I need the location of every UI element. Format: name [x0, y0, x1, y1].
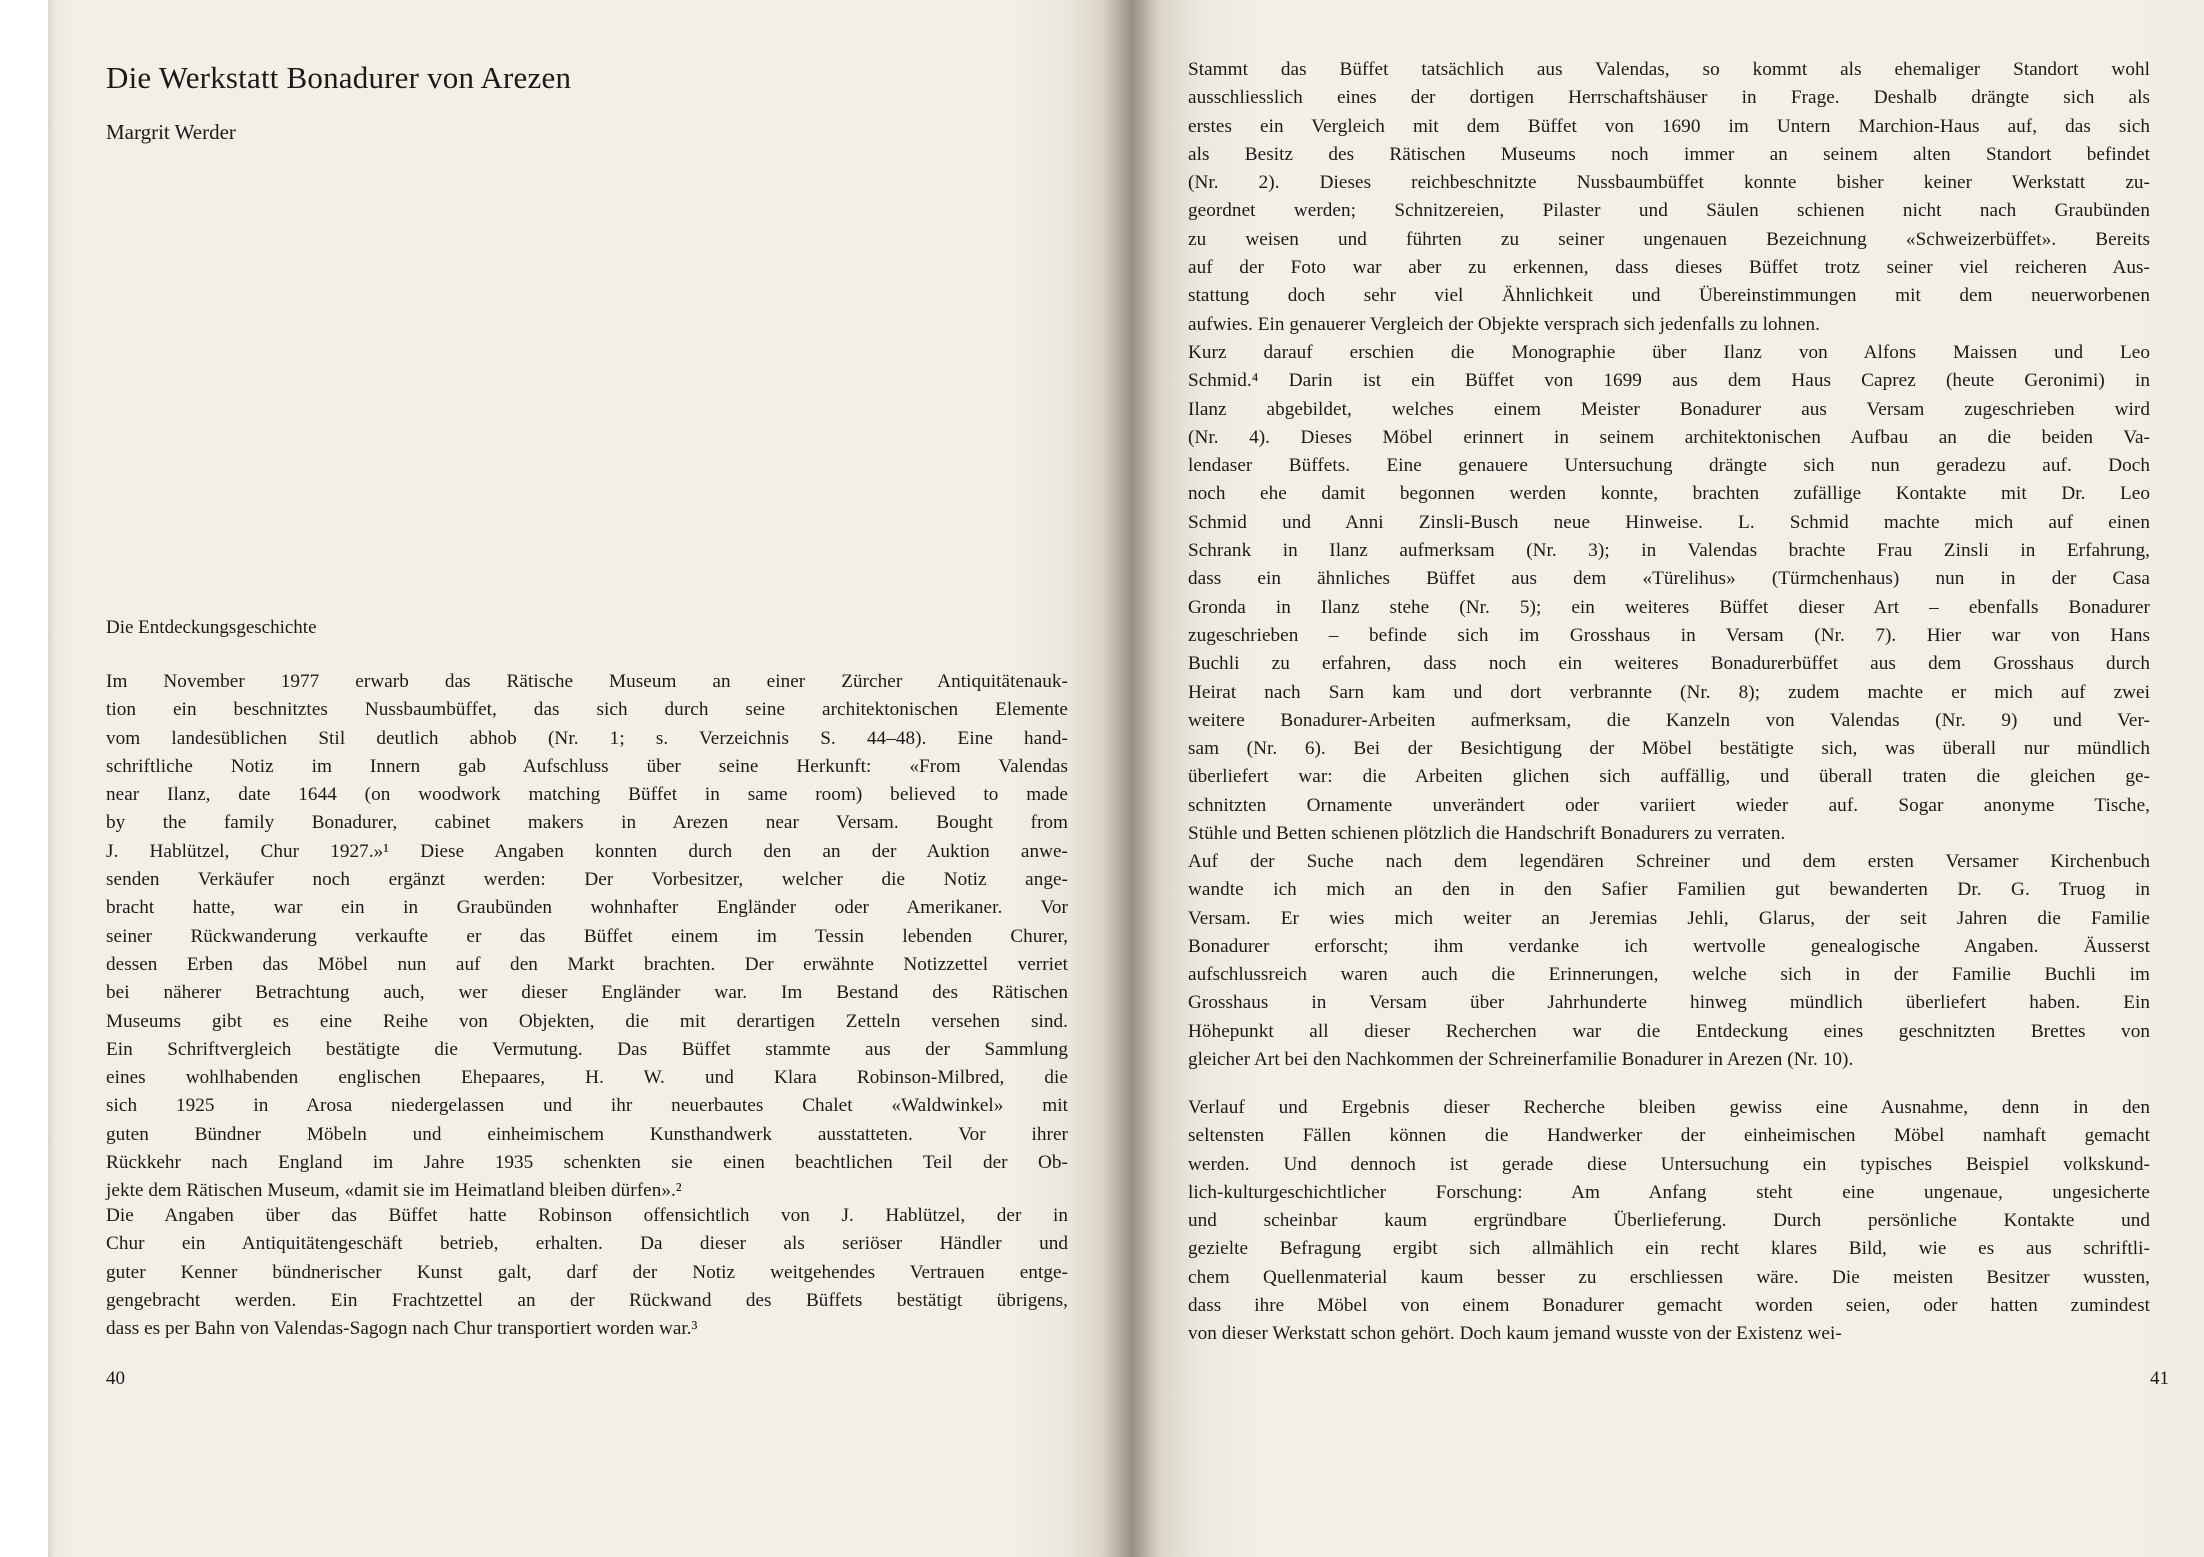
text-line: überliefert war: die Arbeiten glichen sich auffällig, und überall traten die gleichen ge-	[1188, 766, 2150, 788]
text-line: Verlauf und Ergebnis dieser Recherche bleiben gewiss eine Ausnahme, denn in den	[1188, 1097, 2150, 1118]
text-line: J. Hablützel, Chur 1927.»¹ Diese Angaben konnten durch den an der Auktion anwe-	[106, 840, 1068, 862]
text-line: dass es per Bahn von Valendas-Sagogn nach Chur transportiert worden war.³	[106, 1318, 698, 1340]
body-paragraph	[1188, 848, 2150, 1074]
left-page	[48, 0, 1130, 1557]
text-line: schnitzten Ornamente unverändert oder variiert wieder auf. Sogar anonyme Tische,	[1188, 794, 2150, 816]
text-line: dessen Erben das Möbel nun auf den Markt brachten. Der erwähnte Notizzettel verriet	[106, 953, 1068, 975]
text-line: (Nr. 4). Dieses Möbel erinnert in seinem architektonischen Aufbau an die beiden Va-	[1188, 426, 2150, 448]
text-line: auf der Foto war aber zu erkennen, dass dieses Büffet trotz seiner viel reicheren Aus-	[1188, 257, 2150, 279]
text-line: chem Quellenmaterial kaum besser zu erschliessen wäre. Die meisten Besitzer wussten,	[1188, 1266, 2150, 1288]
text-line: lendaser Büffets. Eine genauere Untersuchung drängte sich nun geradezu auf. Doch	[1188, 455, 2150, 477]
text-line: Ilanz abgebildet, welches einem Meister Bonadurer aus Versam zugeschrieben wird	[1188, 398, 2150, 420]
text-line: Versam. Er wies mich weiter an Jeremias Jehli, Glarus, der seit Jahren die Familie	[1188, 907, 2150, 929]
text-line: Im November 1977 erwarb das Rätische Museum an einer Zürcher Antiquitätenauk-	[106, 671, 1068, 692]
text-line: Bonadurer erforscht; ihm verdanke ich wertvolle genealogische Angaben. Äusserst	[1188, 935, 2150, 957]
text-line: Heirat nach Sarn kam und dort verbrannte (Nr. 8); zudem machte er mich auf zwei	[1188, 681, 2150, 703]
text-line: geordnet werden; Schnitzereien, Pilaster und Säulen schienen nicht nach Graubünden	[1188, 200, 2150, 222]
body-paragraph	[1188, 56, 2150, 339]
text-line: aufwies. Ein genauerer Vergleich der Objekte versprach sich jedenfalls zu lohnen.	[1188, 313, 1821, 335]
text-line: Kurz darauf erschien die Monographie über Ilanz von Alfons Maissen und Leo	[1188, 342, 2150, 363]
text-line: gengebracht werden. Ein Frachtzettel an der Rückwand des Büffets bestätigt übrigens,	[106, 1289, 1068, 1311]
text-line: Museums gibt es eine Reihe von Objekten, die mit derartigen Zetteln versehen sind.	[106, 1010, 1068, 1032]
text-line: schriftliche Notiz im Innern gab Aufschluss über seine Herkunft: «From Valendas	[106, 755, 1068, 777]
text-line: senden Verkäufer noch ergänzt werden: Der Vorbesitzer, welcher die Notiz ange-	[106, 869, 1068, 891]
text-line: Schrank in Ilanz aufmerksam (Nr. 3); in Valendas brachte Frau Zinsli in Erfahrung,	[1188, 540, 2150, 562]
article-title: Die Werkstatt Bonadurer von Arezen	[106, 60, 572, 95]
text-line: weitere Bonadurer-Arbeiten aufmerksam, die Kanzeln von Valendas (Nr. 9) und Ver-	[1188, 709, 2150, 731]
text-line: Schmid und Anni Zinsli-Busch neue Hinweise. L. Schmid machte mich auf einen	[1188, 511, 2150, 533]
body-paragraph	[106, 1202, 1068, 1343]
text-line: von dieser Werkstatt schon gehört. Doch kaum jemand wusste von der Existenz wei-	[1188, 1323, 1842, 1345]
body-paragraph	[1188, 339, 2150, 848]
text-line: noch ehe damit begonnen werden konnte, brachten zufällige Kontakte mit Dr. Leo	[1188, 483, 2150, 505]
text-line: als Besitz des Rätischen Museums noch immer an seinem alten Standort befindet	[1188, 143, 2150, 165]
text-line: vom landesüblichen Stil deutlich abhob (Nr. 1; s. Verzeichnis S. 44–48). Eine hand-	[106, 727, 1068, 749]
text-line: guten Bündner Möbeln und einheimischem Kunsthandwerk ausstatteten. Vor ihrer	[106, 1123, 1068, 1145]
text-line: ausschliesslich eines der dortigen Herrschaftshäuser in Frage. Deshalb drängte sich als	[1188, 87, 2150, 109]
body-paragraph	[1188, 1094, 2150, 1349]
text-line: gezielte Befragung ergibt sich allmählich ein recht klares Bild, wie es aus schriftli-	[1188, 1238, 2150, 1260]
text-line: sich 1925 in Arosa niedergelassen und ihr neuerbautes Chalet «Waldwinkel» mit	[106, 1095, 1068, 1117]
text-line: Gronda in Ilanz stehe (Nr. 5); ein weiteres Büffet dieser Art – ebenfalls Bonadurer	[1188, 596, 2150, 618]
text-line: (Nr. 2). Dieses reichbeschnitzte Nussbaumbüffet konnte bisher keiner Werkstatt zu-	[1188, 172, 2150, 194]
right-page	[1130, 0, 2204, 1557]
text-line: seltensten Fällen können die Handwerker der einheimischen Möbel namhaft gemacht	[1188, 1125, 2150, 1147]
text-line: sam (Nr. 6). Bei der Besichtigung der Möbel bestätigte sich, was überall nur mündlich	[1188, 738, 2150, 760]
text-line: Die Angaben über das Büffet hatte Robinson offensichtlich von J. Hablützel, der in	[106, 1205, 1068, 1226]
text-line: Schmid.⁴ Darin ist ein Büffet von 1699 aus dem Haus Caprez (heute Geronimi) in	[1188, 370, 2150, 392]
page-number-left: 40	[106, 1368, 125, 1389]
text-line: Höhepunkt all dieser Recherchen war die Entdeckung eines geschnitzten Brettes von	[1188, 1020, 2150, 1042]
body-paragraph	[106, 668, 1068, 1206]
text-line: dass ein ähnliches Büffet aus dem «Türelihus» (Türmchenhaus) nun in der Casa	[1188, 568, 2150, 590]
text-line: tion ein beschnitztes Nussbaumbüffet, das sich durch seine architektonischen Elemente	[106, 699, 1068, 721]
text-line: gleicher Art bei den Nachkommen der Schreinerfamilie Bonadurer in Arezen (Nr. 10).	[1188, 1049, 1854, 1071]
text-line: zu weisen und führten zu seiner ungenauen Bezeichnung «Schweizerbüffet». Bereits	[1188, 228, 2150, 250]
text-line: guter Kenner bündnerischer Kunst galt, darf der Notiz weitgehendes Vertrauen entge-	[106, 1261, 1068, 1283]
text-line: Ein Schriftvergleich bestätigte die Vermutung. Das Büffet stammte aus der Sammlung	[106, 1038, 1068, 1060]
text-line: Stammt das Büffet tatsächlich aus Valendas, so kommt als ehemaliger Standort wohl	[1188, 59, 2150, 80]
text-line: bracht hatte, war ein in Graubünden wohnhafter Engländer oder Amerikaner. Vor	[106, 897, 1068, 919]
section-heading: Die Entdeckungsgeschichte	[106, 617, 317, 638]
text-line: Buchli zu erfahren, dass noch ein weiteres Bonadurerbüffet aus dem Grosshaus durch	[1188, 653, 2150, 675]
article-author: Margrit Werder	[106, 120, 236, 144]
text-line: Grosshaus in Versam über Jahrhunderte hinweg mündlich überliefert haben. Ein	[1188, 992, 2150, 1014]
text-line: erstes ein Vergleich mit dem Büffet von 1690 im Untern Marchion-Haus auf, das sich	[1188, 115, 2150, 137]
text-line: seiner Rückwanderung verkaufte er das Büffet einem im Tessin lebenden Churer,	[106, 925, 1068, 947]
text-line: jekte dem Rätischen Museum, «damit sie im Heimatland bleiben dürfen».²	[106, 1180, 682, 1202]
text-line: near Ilanz, date 1644 (on woodwork matching Büffet in same room) believed to made	[106, 784, 1068, 806]
text-line: zugeschrieben – befinde sich im Grosshaus in Versam (Nr. 7). Hier war von Hans	[1188, 624, 2150, 646]
text-line: werden. Und dennoch ist gerade diese Untersuchung ein typisches Beispiel volkskund-	[1188, 1153, 2150, 1175]
text-line: stattung doch sehr viel Ähnlichkeit und Übereinstimmungen mit dem neuerworbenen	[1188, 285, 2150, 307]
text-line: bei näherer Betrachtung auch, wer dieser Engländer war. Im Bestand des Rätischen	[106, 982, 1068, 1004]
text-line: wandte ich mich an den in den Safier Familien gut bewanderten Dr. G. Truog in	[1188, 879, 2150, 901]
text-line: eines wohlhabenden englischen Ehepaares, H. W. und Klara Robinson-Milbred, die	[106, 1067, 1068, 1089]
text-line: Auf der Suche nach dem legendären Schreiner und dem ersten Versamer Kirchenbuch	[1188, 851, 2150, 872]
page-number-right: 41	[2150, 1368, 2169, 1389]
text-line: dass ihre Möbel von einem Bonadurer gemacht worden seien, oder hatten zumindest	[1188, 1295, 2150, 1317]
text-line: Stühle und Betten schienen plötzlich die Handschrift Bonadurers zu verraten.	[1188, 823, 1786, 845]
text-line: Chur ein Antiquitätengeschäft betrieb, erhalten. Da dieser als seriöser Händler und	[106, 1233, 1068, 1255]
text-line: by the family Bonadurer, cabinet makers in Arezen near Versam. Bought from	[106, 812, 1068, 834]
text-line: Rückkehr nach England im Jahre 1935 schenkten sie einen beachtlichen Teil der Ob-	[106, 1152, 1068, 1174]
text-line: und scheinbar kaum ergründbare Überlieferung. Durch persönliche Kontakte und	[1188, 1210, 2150, 1232]
text-line: lich-kulturgeschichtlicher Forschung: Am Anfang steht eine ungenaue, ungesicherte	[1188, 1181, 2150, 1203]
text-line: aufschlussreich waren auch die Erinnerungen, welche sich in der Familie Buchli im	[1188, 964, 2150, 986]
